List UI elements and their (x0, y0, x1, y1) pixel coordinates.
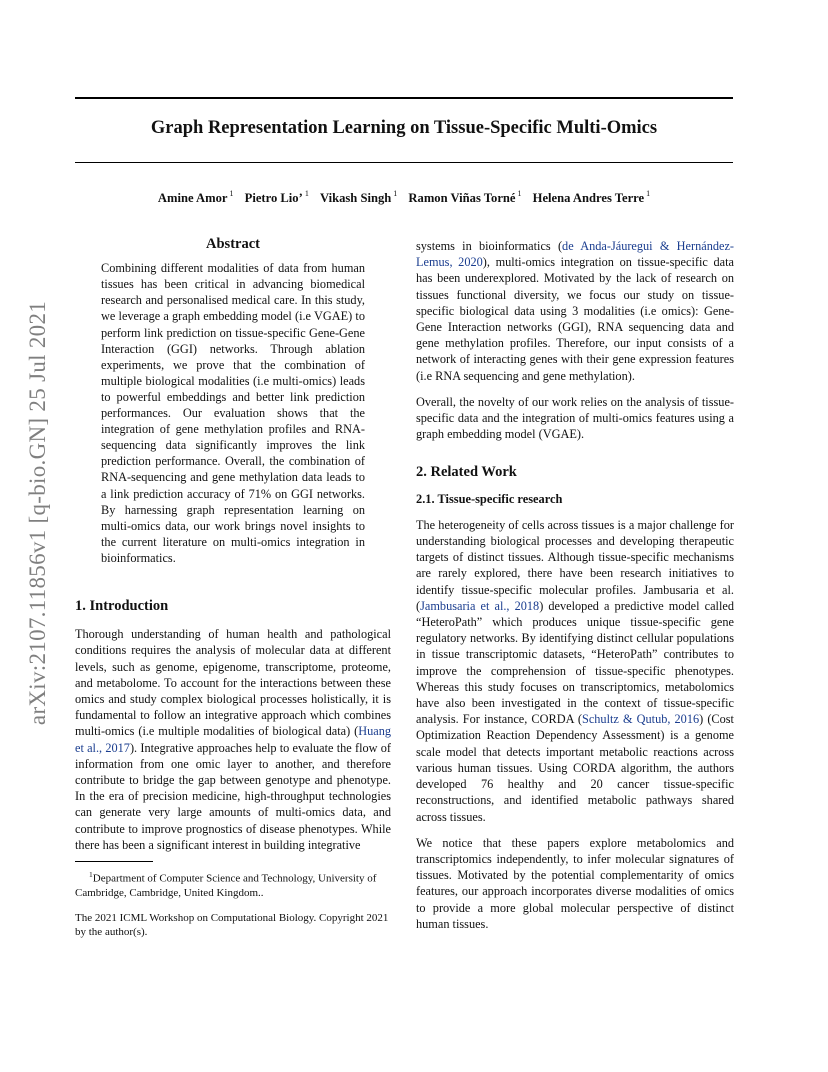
citation-link[interactable]: Jambusaria et al., 2018 (420, 598, 540, 613)
intro-paragraph-continued: systems in bioinformatics (de Anda-Jáuregui & Hernández-Lemus, 2020), multi-omics integration on tissue-specific data has been underexplored. Motivated by the lack of research on tissues functional diversity, we focus our study on tissue-specific biological data using 3 modalities (i.e omics): Gene-Gene Interaction networks (GGI), RNA sequencing data and gene methylation profiles. Therefore, our input consists of a network of interacting genes with their gene expression features (i.e RNA sequencing and gene methylation). (416, 239, 734, 383)
related-paragraph-2: We notice that these papers explore metabolomics and transcriptomics independently, to infer molecular signatures of tissues. Motivated by the potential complementarity of omics features, our approach incorporates diverse modalities of omics to provide a more global molecular perspective of distinct human tissues. (416, 835, 734, 931)
intro-paragraph-2: Overall, the novelty of our work relies on the analysis of tissue-specific data and the integration of multi-omics features using a graph embedding model (VGAE). (416, 394, 734, 442)
paper-title: Graph Representation Learning on Tissue-Specific Multi-Omics (150, 118, 658, 138)
subsection-heading-tissue-specific: 2.1. Tissue-specific research (416, 491, 563, 506)
author: Pietro Lio’ $^1$ (244, 189, 309, 205)
workshop-footnote: The 2021 ICML Workshop on Computational Biology. Copyright 2021 by the author(s). (75, 911, 389, 938)
citation-link[interactable]: de Anda-Jáuregui & Hernández-Lemus, 2020 (416, 239, 734, 270)
abstract-heading: Abstract (206, 236, 260, 252)
footnote-rule (75, 861, 153, 862)
right-column (416, 238, 734, 932)
author: Ramon Viñas Torné $^1$ (408, 189, 522, 205)
intro-paragraph: Thorough understanding of human health and pathological conditions requires the analysis of molecular data at different levels, such as genome, epigenome, transcriptome, proteome, and metabolome. To account for the interactions between these omics and study complex biological processes holistically, it is fundamental to follow an integrative approach which combines multi-omics (i.e multiple modalities of biological data) (Huang et al., 2017). Integrative approaches help to evaluate the flow of information from one omic layer to another, and therefore contribute to bridge the gap between genotype and phenotype. In the era of precision medicine, high-throughput technologies can generate very large amounts of multi-omics data, and contribute to improve prognostics of disease phenotypes. While there has been a significant interest in building integrative (75, 627, 391, 852)
author: Vikash Singh $^1$ (319, 189, 398, 205)
title-rule-bottom (75, 162, 733, 163)
citation-link[interactable]: Huang et al., 2017 (75, 724, 391, 755)
section-heading-related-work: 2. Related Work (416, 464, 517, 481)
affiliation-footnote: $^1$Department of Computer Science and Technology, University of Cambridge, Cambridge, United Kingdom.. (75, 870, 377, 899)
title-rule-top (75, 97, 733, 99)
arxiv-watermark: arXiv:2107.11856v1 [q-bio.GN] 25 Jul 2021 (25, 300, 50, 726)
left-column (75, 236, 391, 939)
author: Helena Andres Terre $^1$ (532, 189, 651, 205)
citation-link[interactable]: Schultz & Qutub, 2016 (581, 712, 700, 727)
author: Amine Amor $^1$ (157, 189, 234, 205)
section-heading-introduction: 1. Introduction (75, 597, 169, 614)
abstract-text: Combining different modalities of data from human tissues has been critical in advancing biomedical research and personalised medical care. In this study, we leverage a graph embedding model (i.e VGAE) to perform link prediction on tissue-specific Gene-Gene Interaction (GGI) networks. Through ablation experiments, we prove that the combination of multiple biological modalities (i.e multi-omics) leads to powerful embeddings and better link prediction performances. Our evaluation shows that the integration of gene methylation profiles and RNA-sequencing data significantly improves the link prediction performance. Overall, the combination of RNA-sequencing and gene methylation data leads to a link prediction accuracy of 71% on GGI networks. By harnessing graph representation learning on multi-omics data, our work brings novel insights to the current literature on multi-omics integration in bioinformatics. (101, 261, 365, 565)
related-paragraph: The heterogeneity of cells across tissues is a major challenge for understanding biological processes and developing therapeutic targets of distinct tissues. Although tissue-specific mechanisms are rarely explored, there have been research initiatives to identify tissue-specific molecular profiles. Jambusaria et al. (Jambusaria et al., 2018) developed a predictive model called “HeteroPath” which produces unique tissue-specific gene regulatory networks. By identifying distinct cellular populations in tissue transcriptomic datasets, “HeteroPath” contributes to improve the comprehension of tissue-specific phenotypes. Whereas this study focuses on transcriptomics, metabolomics have also been investigated in the context of tissue-specific analysis. For instance, CORDA (Schultz & Qutub, 2016) (Cost Optimization Reaction Dependency Assessment) is a genome scale model that detects important metabolic reactions across various human tissues. Using CORDA algorithm, the authors developed 76 healthy and 20 cancer tissue-specific reconstructions, and identified metabolic pathways shared across tissues. (416, 517, 734, 824)
author-list (75, 191, 733, 206)
